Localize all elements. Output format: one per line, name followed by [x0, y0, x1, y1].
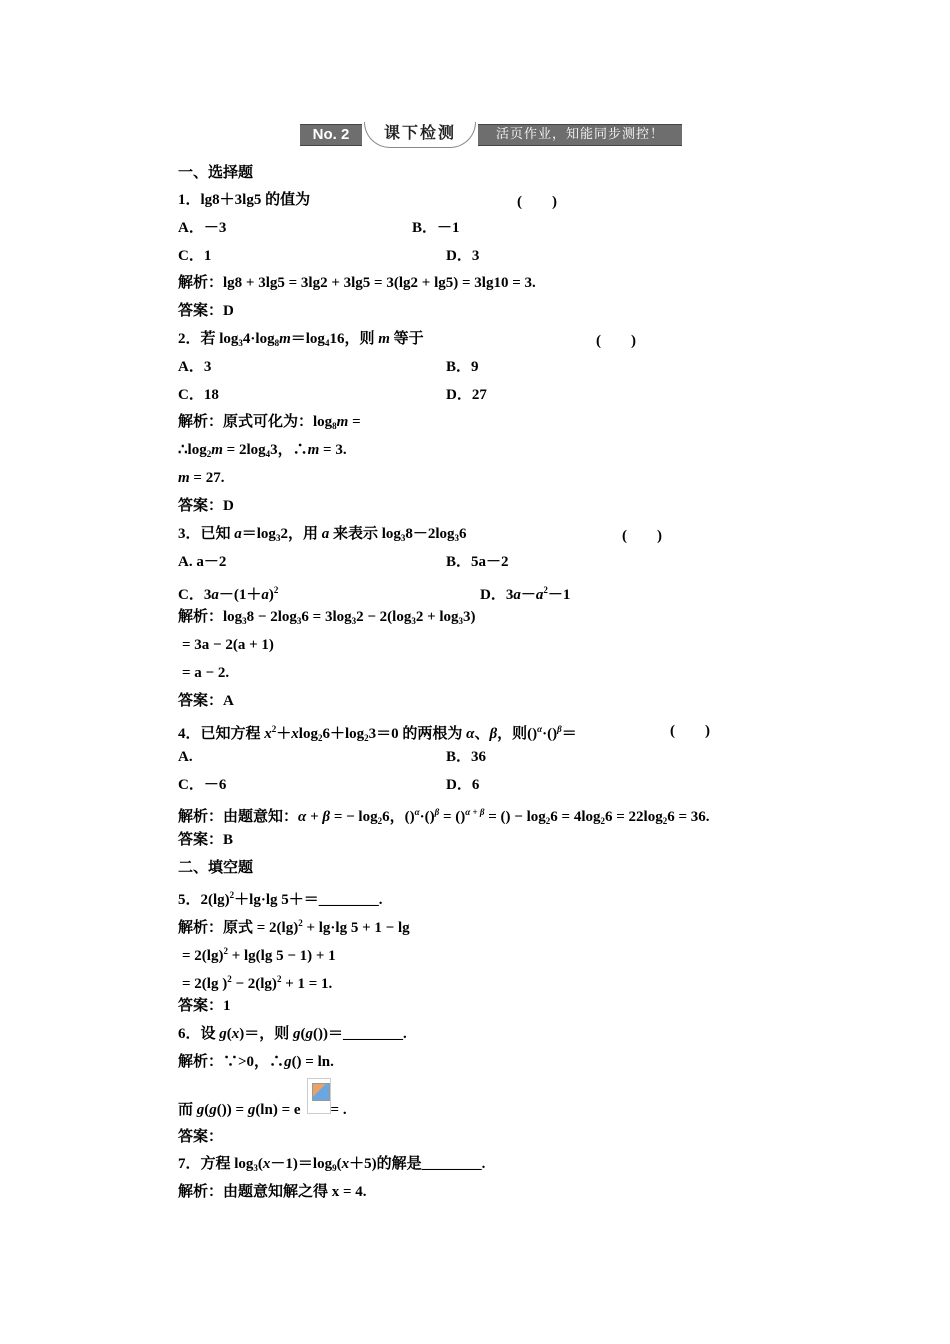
- q3-answer: 答案：A: [178, 693, 234, 709]
- q1-analysis: 解析：lg8 + 3lg5 = 3lg2 + 3lg5 = 3(lg2 + lg5) = 3lg10 = 3.: [178, 275, 536, 291]
- q2-m-value: = 27.: [193, 470, 225, 486]
- q4-stem: 4．已知方程 $x^2+xlog_26+\log_23=0$ 的两根为 α、β，则()$^\alpha$·()$^\beta$＝: [178, 724, 577, 743]
- q6-analysis-1: 解析：∵>0，∴g() = ln.: [178, 1054, 334, 1070]
- q4-analysis: 解析：由题意知：α + β = − $\log_26$，()$^\alpha$·()$^\beta$ = ()$^{\alpha + \beta}$ = () − $\log_26 = 4\log_26 = 22\log_26 = 36$.: [178, 807, 710, 826]
- q4-option-d: D．6: [446, 777, 480, 793]
- q3-analysis-2: = 3a − 2(a + 1): [182, 637, 274, 653]
- banner-subtitle: 活页作业，知能同步测控！: [478, 124, 682, 146]
- q5-analysis-2: = $2(\lg)^2 + \lg(\lg$ 5 − 1) + 1: [182, 946, 336, 964]
- q4-answer: 答案：B: [178, 832, 234, 848]
- section-heading-fill: 二、填空题: [178, 860, 254, 876]
- q6-stem: 6．设 g(x)＝，则 g(g())＝________.: [178, 1026, 407, 1042]
- q1-option-c: C．1: [178, 248, 212, 264]
- q1-answer: 答案：D: [178, 303, 234, 319]
- banner-title: 课下检测: [364, 122, 476, 148]
- q4-option-b: B．36: [446, 749, 487, 765]
- q3-bracket: ( ): [622, 528, 662, 544]
- q2-stem: 2．若 $\log_34\cdot\log_8m=\log_416$，则 m 等于: [178, 331, 424, 348]
- q3-stem: 3．已知 $a=\log_32$，用 a 来表示 $\log_38-2\log_36$: [178, 526, 467, 543]
- q1-option-d: D．3: [446, 248, 480, 264]
- q3-option-c: C．$3a-(1+a)^2$: [178, 585, 279, 603]
- q6-answer: 答案：: [178, 1129, 224, 1145]
- q3-analysis-3: = a − 2.: [182, 665, 230, 681]
- broken-image-icon: [307, 1078, 331, 1114]
- q2-option-b: B．9: [446, 359, 479, 375]
- q2-analysis-1: 解析：原式可化为：$\log_8m$ =: [178, 414, 361, 431]
- q7-analysis: 解析：由题意知解之得 x = 4.: [178, 1184, 367, 1200]
- q3-option-d: D．$3a-a^2-1$: [480, 585, 571, 603]
- q7-stem: 7．方程 $\log_3(x-1)=\log_9(x+5)$的解是________.: [178, 1156, 486, 1173]
- q5-stem: 5．$2(\lg)^2+\lg\cdot\lg$ 5＋＝________.: [178, 890, 383, 908]
- q5-answer: 答案：1: [178, 998, 231, 1014]
- q3-option-b: B．5a－2: [446, 554, 509, 570]
- q2-option-a: A．3: [178, 359, 212, 375]
- q2-analysis-2: $\therefore\log_2m = 2\log_43$，∴m = 3.: [178, 442, 347, 459]
- banner-number: No. 2: [300, 124, 362, 146]
- q1-bracket: ( ): [517, 194, 557, 210]
- q2-answer: 答案：D: [178, 498, 234, 514]
- q4-bracket: ( ): [670, 723, 710, 739]
- q2-analysis-3: m = 27.: [178, 470, 225, 486]
- q3-analysis-1: 解析：$\log_38 - 2\log_36 = 3\log_32 - 2(\log_32 + \log_33)$: [178, 609, 476, 626]
- q1-stem: 1．lg8＋3lg5 的值为: [178, 192, 311, 208]
- q4-option-a: A.: [178, 749, 193, 765]
- q2-option-c: C．18: [178, 387, 219, 403]
- section-banner: [300, 124, 682, 146]
- q5-analysis-3: = 2(lg )$^2 - 2(\lg)^2 + 1 = 1$.: [182, 974, 333, 992]
- q2-bracket: ( ): [596, 333, 636, 349]
- q4-option-c: C．－6: [178, 777, 227, 793]
- q5-analysis-1: 解析：原式 = $2(\lg)^2 + \lg\cdot\lg$ 5 + 1 − lg: [178, 918, 410, 936]
- q1-option-b: B．－1: [412, 220, 460, 236]
- section-heading-choice: 一、选择题: [178, 165, 254, 181]
- q1-option-a: A．－3: [178, 220, 227, 236]
- q6-analysis-2: 而 g(g()) = g(ln) = e = .: [178, 1102, 347, 1118]
- q3-option-a: A. a－2: [178, 554, 227, 570]
- q2-option-d: D．27: [446, 387, 487, 403]
